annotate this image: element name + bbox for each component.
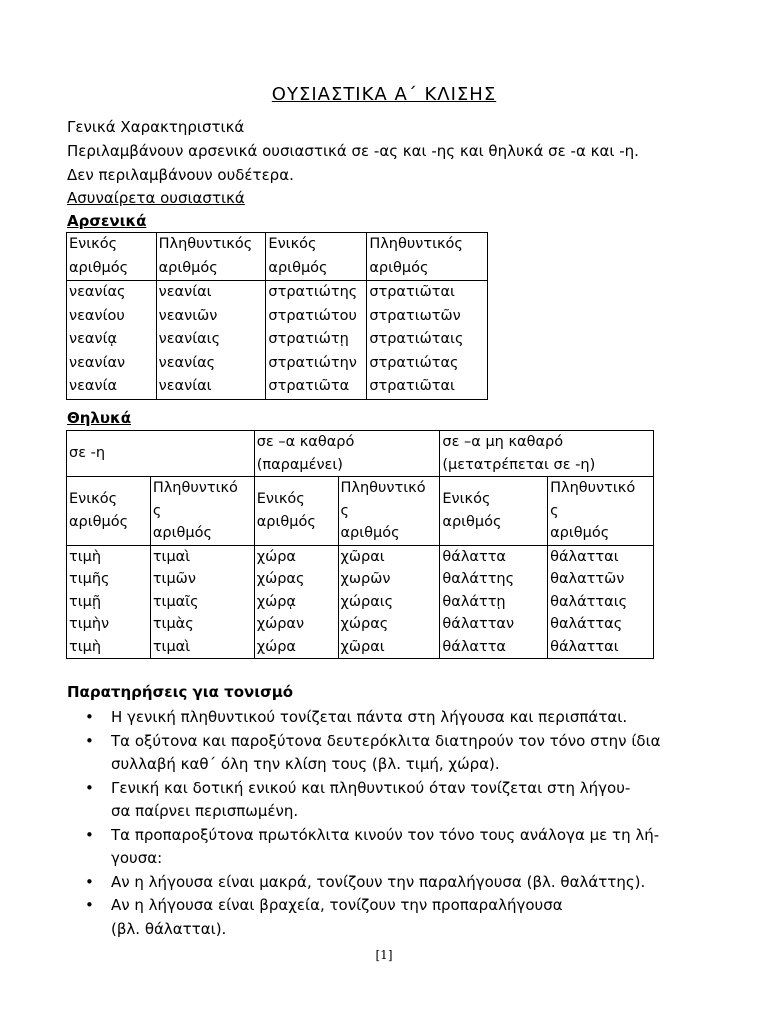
list-item-text: Τα προπαροξύτονα πρωτόκλιτα κινούν τον τόνο τους ανάλογα με τη λή- γουσα: xyxy=(111,825,660,867)
table-row xyxy=(67,545,654,659)
table-cell: τιμὴ τιμῆς τιμῇ τιμὴν τιμὴ xyxy=(67,545,151,659)
list-item xyxy=(85,730,705,777)
list-item xyxy=(85,777,705,824)
header-cell: Ενικός αριθμός xyxy=(266,233,367,281)
uncontracted-heading: Ασυναίρετα ουσιαστικά xyxy=(67,189,245,207)
feminine-heading: Θηλυκά xyxy=(67,409,132,427)
table-cell: νεανίας νεανίου νεανίᾳ νεανίαν νεανία xyxy=(67,281,157,400)
notes-list xyxy=(85,706,705,941)
list-item xyxy=(85,824,705,871)
table-row xyxy=(67,281,488,400)
list-item-text: Αν η λήγουσα είναι μακρά, τονίζουν την παραλήγουσα (βλ. θαλάττης). xyxy=(111,872,646,891)
list-item-text: Αν η λήγουσα είναι βραχεία, τονίζουν την προπαραλήγουσα (βλ. θάλατται). xyxy=(111,896,563,938)
table-cell: χῶραι χωρῶν χώραις χώρας χῶραι xyxy=(338,545,440,659)
general-heading: Γενικά Χαρακτηριστικά xyxy=(67,118,245,136)
table-cell: χώρα χώρας χώρᾳ χώραν χώρα xyxy=(254,545,338,659)
page-number: [1] xyxy=(375,948,393,962)
header-cell: Πληθυντικός αριθμός xyxy=(156,233,266,281)
table-cell: θάλατται θαλαττῶν θαλάτταις θαλάττας θάλατται xyxy=(548,545,654,659)
group-header-cell: σε -η xyxy=(67,431,255,477)
table-row xyxy=(67,233,488,281)
page-title: ΟΥΣΙΑΣΤΙΚΑ Α΄ ΚΛΙΣΗΣ xyxy=(271,84,497,105)
table-cell: νεανίαι νεανιῶν νεανίαις νεανίας νεανίαι xyxy=(156,281,266,400)
header-cell: Ενικός αριθμός xyxy=(254,477,338,546)
feminine-table xyxy=(66,430,654,659)
group-header-cell: σε –α καθαρό (παραμένει) xyxy=(254,431,440,477)
intro-line-1: Περιλαμβάνουν αρσενικά ουσιαστικά σε -ας και -ης και θηλυκά σε -α και -η. xyxy=(67,142,639,160)
masculine-heading: Αρσενικά xyxy=(67,212,147,230)
table-cell: τιμαὶ τιμῶν τιμαῖς τιμὰς τιμαὶ xyxy=(150,545,254,659)
list-item-text: Η γενική πληθυντικού τονίζεται πάντα στη λήγουσα και περισπάται. xyxy=(111,708,628,726)
masculine-table xyxy=(66,232,488,400)
list-item-text: Τα οξύτονα και παροξύτονα δευτερόκλιτα διατηρούν τον τόνο στην ίδια συλλαβή καθ΄ όλη την κλίση τους (βλ. τιμή, χώρα). xyxy=(111,731,661,773)
header-cell: Πληθυντικό ς αριθμός xyxy=(150,477,254,546)
table-cell: στρατιῶται στρατιωτῶν στρατιώταις στρατιώτας στρατιῶται xyxy=(367,281,488,400)
table-row xyxy=(67,431,654,477)
table-cell: στρατιώτης στρατιώτου στρατιώτῃ στρατιώτην στρατιῶτα xyxy=(266,281,367,400)
header-cell: Πληθυντικό ς αριθμός xyxy=(338,477,440,546)
header-cell: Ενικός αριθμός xyxy=(67,233,157,281)
group-header-cell: σε –α μη καθαρό (μετατρέπεται σε -η) xyxy=(440,431,654,477)
table-row xyxy=(67,477,654,546)
header-cell: Πληθυντικό ς αριθμός xyxy=(548,477,654,546)
list-item xyxy=(85,894,705,941)
header-cell: Πληθυντικός αριθμός xyxy=(367,233,488,281)
header-cell: Ενικός αριθμός xyxy=(67,477,151,546)
intro-line-2: Δεν περιλαμβάνουν ουδέτερα. xyxy=(67,166,294,184)
list-item-text: Γενική και δοτική ενικού και πληθυντικού όταν τονίζεται στη λήγου- σα παίρνει περισπωμένη. xyxy=(111,778,631,820)
table-cell: θάλαττα θαλάττης θαλάττῃ θάλατταν θάλαττα xyxy=(440,545,548,659)
list-item xyxy=(85,706,705,730)
notes-heading: Παρατηρήσεις για τονισμό xyxy=(67,683,294,701)
header-cell: Ενικός αριθμός xyxy=(440,477,548,546)
list-item xyxy=(85,871,705,895)
